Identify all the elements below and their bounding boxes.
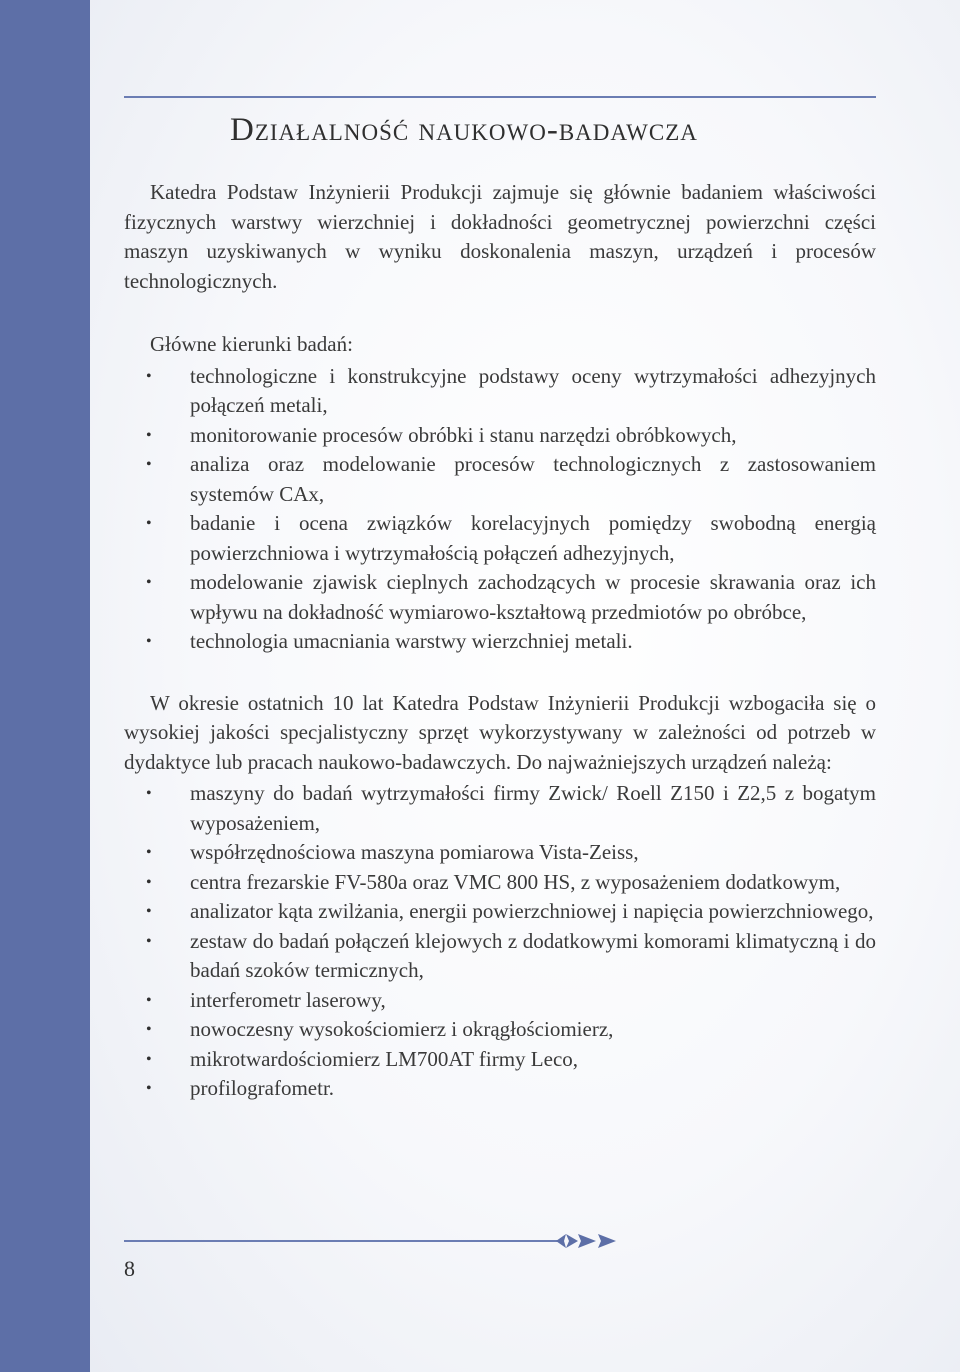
bullet-icon: • — [146, 1080, 152, 1097]
research-heading: Główne kierunki badań: — [150, 332, 353, 356]
bullet-icon: • — [146, 785, 152, 802]
list-item: • modelowanie zjawisk cieplnych zachodzących w procesie skrawania oraz ich wpływu na dokładność wymiarowo-kształtową przedmiotów po obróbce, — [146, 570, 876, 624]
bullet-icon: • — [146, 844, 152, 861]
bullet-icon: • — [146, 456, 152, 473]
top-rule — [124, 96, 876, 98]
list-item: • maszyny do badań wytrzymałości firmy Zwick/ Roell Z150 i Z2,5 z bogatym wyposażeniem, — [146, 781, 876, 835]
list-item: • współrzędnościowa maszyna pomiarowa Vista-Zeiss, — [124, 838, 876, 868]
equipment-list — [124, 779, 876, 1104]
bullet-icon: • — [146, 633, 152, 650]
list-item: • technologia umacniania warstwy wierzchniej metali. — [124, 627, 876, 657]
page-content — [124, 178, 876, 1104]
list-item: • mikrotwardościomierz LM700AT firmy Leco, — [124, 1045, 876, 1075]
page-number: 8 — [124, 1256, 135, 1281]
bullet-icon: • — [146, 574, 152, 591]
arrow-ornament-icon — [556, 1231, 626, 1251]
list-item: • monitorowanie procesów obróbki i stanu narzędzi obróbkowych, — [124, 421, 876, 451]
list-item: • analiza oraz modelowanie procesów technologicznych z zastosowaniem systemów CAx, — [146, 452, 876, 506]
list-item: • profilografometr. — [124, 1074, 876, 1104]
list-item: • centra frezarskie FV-580a oraz VMC 800 HS, z wyposażeniem dodatkowym, — [124, 868, 876, 898]
equipment-paragraph: W okresie ostatnich 10 lat Katedra Podstaw Inżynierii Produkcji wzbogaciła się o wysokiej jakości specjalistyczny sprzęt wykorzystywany w zależności od potrzeb w dydaktyce lub pracach naukowo-badawczych. Do najważniejszych urządzeń należą: — [124, 690, 876, 774]
bullet-icon: • — [146, 903, 152, 920]
bullet-icon: • — [146, 873, 152, 891]
list-item: • badanie i ocena związków korelacyjnych pomiędzy swobodną energią powierzchniowa i wytrzymałością połączeń adhezyjnych, — [146, 511, 876, 565]
list-item: • nowoczesny wysokościomierz i okrągłościomierz, — [124, 1015, 876, 1045]
research-list — [124, 362, 876, 657]
bullet-icon: • — [146, 1050, 152, 1068]
bullet-icon: • — [146, 991, 152, 1009]
list-item: • technologiczne i konstrukcyjne podstawy oceny wytrzymałości adhezyjnych połączeń metali, — [146, 363, 876, 417]
list-item: • zestaw do badań połączeń klejowych z dodatkowymi komorami klimatyczną i do badań szoków termicznych, — [146, 928, 876, 982]
list-item: • interferometr laserowy, — [124, 986, 876, 1016]
bullet-icon: • — [146, 426, 152, 444]
bullet-icon: • — [146, 515, 152, 532]
page-title: Działalność naukowo-badawcza — [230, 112, 698, 148]
bullet-icon: • — [146, 932, 152, 950]
bullet-icon: • — [146, 367, 152, 385]
left-sidebar-band — [0, 0, 90, 1372]
intro-paragraph: Katedra Podstaw Inżynierii Produkcji zajmuje się głównie badaniem właściwości fizycznych warstwy wierzchniej i dokładności geometrycznej powierzchni części maszyn uzyskiwanych w wyniku doskonalenia maszyn, urządzeń i procesów technologicznych. — [124, 180, 876, 293]
list-item: • analizator kąta zwilżania, energii powierzchniowej i napięcia powierzchniowego, — [124, 897, 876, 927]
bullet-icon: • — [146, 1021, 152, 1038]
bottom-rule — [124, 1240, 564, 1242]
